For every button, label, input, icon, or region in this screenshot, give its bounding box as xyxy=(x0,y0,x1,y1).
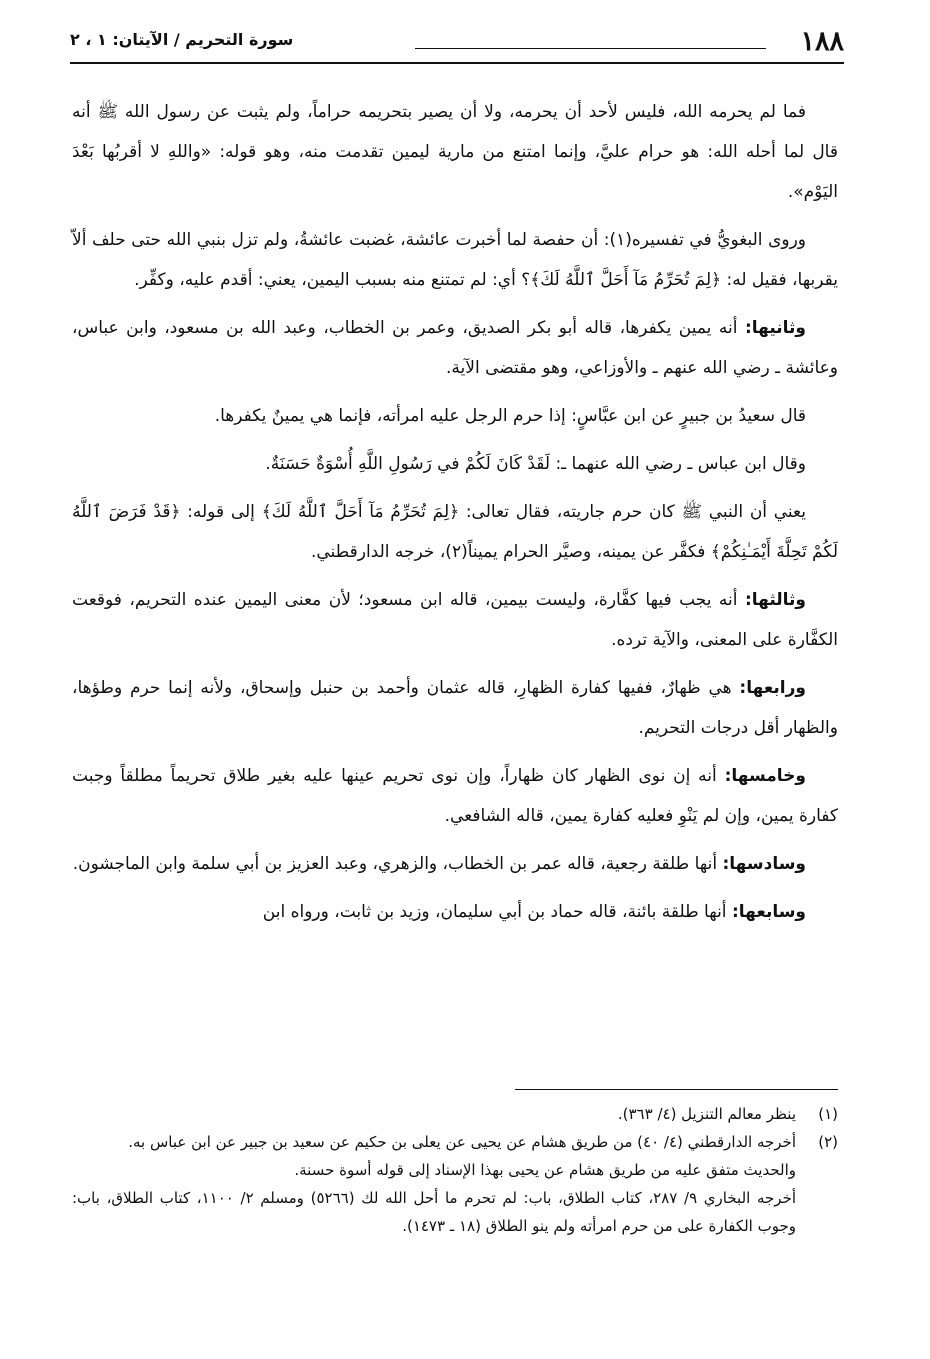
paragraph xyxy=(72,844,838,884)
footnotes xyxy=(72,1100,838,1240)
paragraph-lead: ورابعها: xyxy=(739,678,806,698)
paragraph xyxy=(72,444,838,484)
surah-title: سورة التحريم / الآيتان: ١ ، ٢ xyxy=(70,30,294,49)
paragraph-lead: وخامسها: xyxy=(724,766,806,786)
paragraph xyxy=(72,580,838,660)
paragraph-text: أنها طلقة بائنة، قاله حماد بن أبي سليمان، وزيد بن ثابت، ورواه ابن xyxy=(262,902,732,922)
footnote-item xyxy=(72,1128,838,1156)
paragraph-lead: وسابعها: xyxy=(731,902,806,922)
paragraph-lead: وسادسها: xyxy=(722,854,806,874)
paragraph xyxy=(72,92,838,212)
header-divider xyxy=(415,48,766,49)
paragraph xyxy=(72,396,838,436)
footnote-number: (٢) xyxy=(818,1133,838,1151)
paragraph-text: يعني أن النبي ﷺ كان حرم جاريته، فقال تعالى: ﴿لِمَ تُحَرِّمُ مَآ أَحَلَّ ٱللَّهُ لَكَ﴾ إلى قوله: ﴿قَدْ فَرَضَ ٱللَّهُ لَكُمْ تَحِلَّةَ أَيْمَـٰنِكُمْ﴾ فكفَّر عن يمينه، وصيَّر الحرام يميناً(٢)، خرجه الدارقطني. xyxy=(72,502,838,562)
paragraph-text: أنه يجب فيها كفَّارة، وليست بيمين، قاله ابن مسعود؛ لأن معنى اليمين عنده التحريم، فوقعت الكفَّارة على المعنى، والآية ترده. xyxy=(72,590,838,650)
header-rule xyxy=(70,62,844,64)
page-header xyxy=(70,22,844,62)
footnote-continuation: والحديث متفق عليه من طريق هشام عن يحيى بهذا الإسناد إلى قوله أسوة حسنة. xyxy=(294,1161,796,1179)
paragraph-lead: وثانيها: xyxy=(744,318,806,338)
paragraph-text: أنها طلقة رجعية، قاله عمر بن الخطاب، والزهري، وعبد العزيز بن أبي سلمة وابن الماجشون. xyxy=(72,854,723,874)
main-text xyxy=(72,92,838,940)
paragraph-text: وروى البغويُّ في تفسيره(١): أن حفصة لما أخبرت عائشة، غضبت عائشةُ، ولم تزل بنبي الله حتى حلف ألاّ يقربها، فقيل له: ﴿لِمَ تُحَرِّمُ مَآ أَحَلَّ ٱللَّهُ لَكَ﴾؟ أي: لم تمتنع منه بسبب اليمين، يعني: أقدم عليه، وكفِّر. xyxy=(72,230,838,290)
paragraph xyxy=(72,492,838,572)
paragraph-lead: وثالثها: xyxy=(744,590,806,610)
paragraph-text: أنه يمين يكفرها، قاله أبو بكر الصديق، وعمر بن الخطاب، وعبد الله بن مسعود، وابن عباس، وعائشة ـ رضي الله عنهم ـ والأوزاعي، وهو مقتضى الآية. xyxy=(72,318,838,378)
footnote-divider xyxy=(515,1089,838,1090)
footnote-text: ينظر معالم التنزيل (٤/ ٣٦٣). xyxy=(617,1105,796,1123)
paragraph-text: وقال ابن عباس ـ رضي الله عنهما ـ: لَقَدْ كَانَ لَكُمْ في رَسُولِ اللَّهِ أُسْوَةٌ حَسَنَةٌ. xyxy=(265,454,806,474)
page-number: ١٨٨ xyxy=(800,26,844,57)
footnote-text: أخرجه الدارقطني (٤/ ٤٠) من طريق هشام عن يحيى عن يعلى بن حكيم عن سعيد بن جبير عن ابن عباس به. xyxy=(128,1133,796,1151)
paragraph xyxy=(72,892,838,932)
footnote-item xyxy=(72,1100,838,1128)
paragraph-text: أنه إن نوى الظهار كان ظهاراً، وإن نوى تحريم عينها عليه بغير طلاق تحريماً مطلقاً وجبت كفارة يمين، وإن لم يَنْوِ فعليه كفارة يمين، قاله الشافعي. xyxy=(72,766,838,826)
paragraph xyxy=(72,308,838,388)
paragraph-text: هي ظهارٌ، ففيها كفارة الظهارِ، قاله عثمان وأحمد بن حنبل وإسحاق، ولأنه إنما حرم وطؤها، والظهار أقل درجات التحريم. xyxy=(72,678,838,738)
paragraph xyxy=(72,668,838,748)
paragraph-text: قال سعيدُ بن جبيرٍ عن ابن عبَّاسٍ: إذا حرم الرجل عليه امرأته، فإنما هي يمينٌ يكفرها. xyxy=(214,406,806,426)
paragraph xyxy=(72,220,838,300)
paragraph xyxy=(72,756,838,836)
footnote-number: (١) xyxy=(818,1105,838,1123)
paragraph-text: فما لم يحرمه الله، فليس لأحد أن يحرمه، ولا أن يصير بتحريمه حراماً، ولم يثبت عن رسول الله ﷺ أنه قال لما أحله الله: هو حرام عليَّ، وإنما امتنع من مارية ليمين تقدمت منه، وهو قوله: «واللهِ لا أقربُها بَعْدَ اليَوْم». xyxy=(72,102,838,202)
footnote-continuation: أخرجه البخاري ٩/ ٢٨٧، كتاب الطلاق، باب: لم تحرم ما أحل الله لك (٥٢٦٦) ومسلم ٢/ ١١٠٠، كتاب الطلاق، باب: وجوب الكفارة على من حرم امرأته ولم ينو الطلاق (١٨ ـ ١٤٧٣). xyxy=(72,1189,797,1235)
